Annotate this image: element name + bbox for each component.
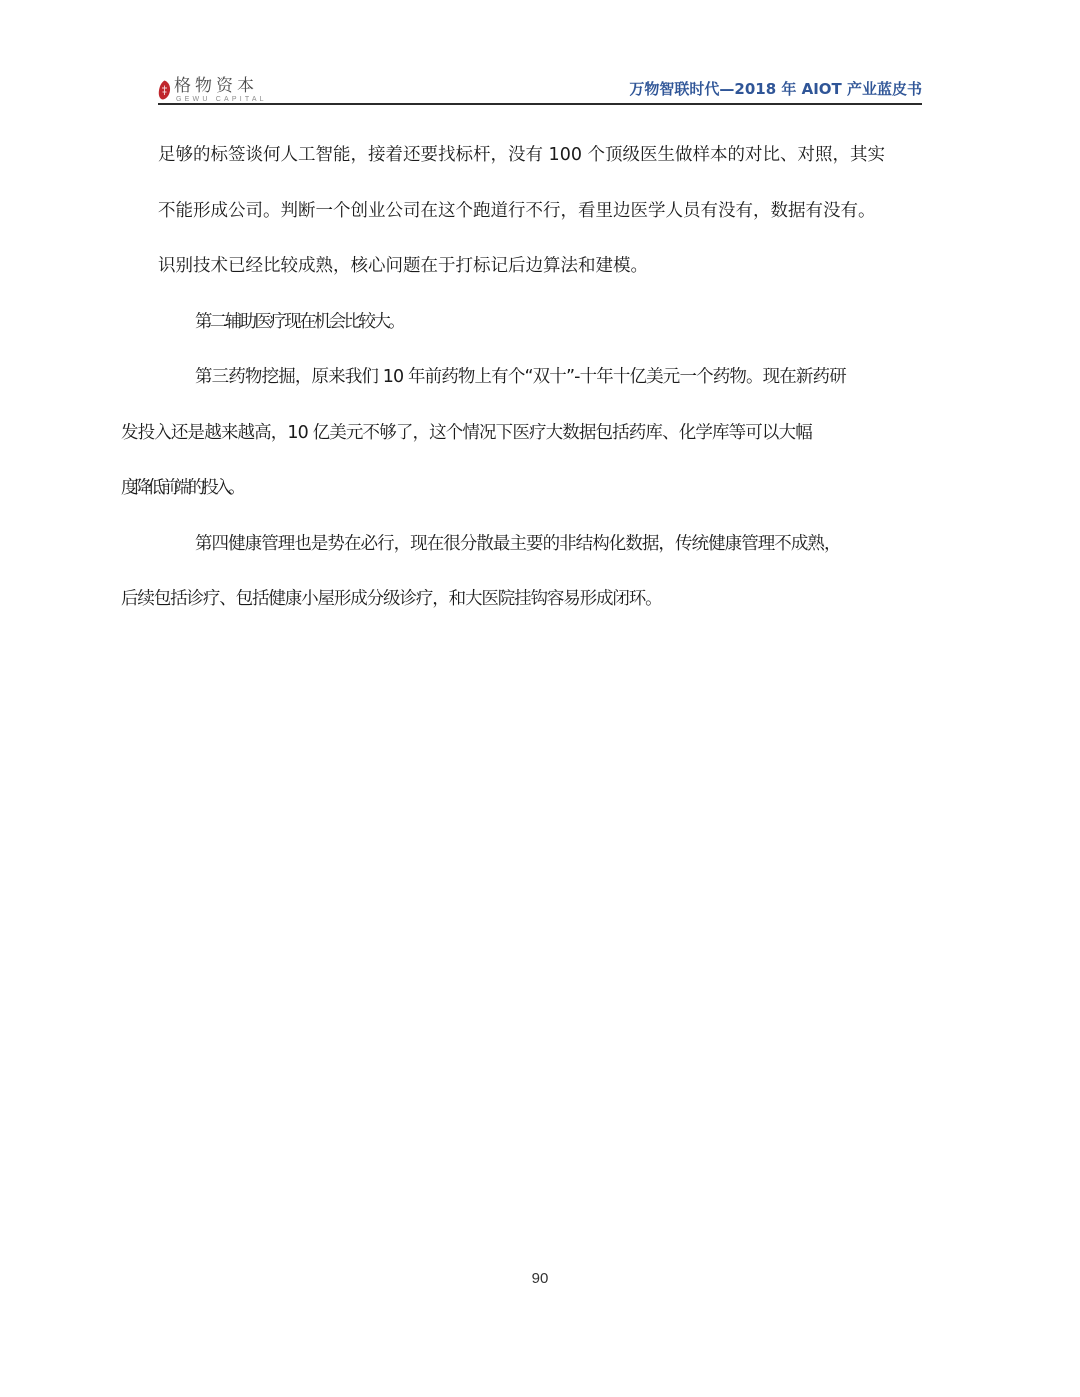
page-number: 90 xyxy=(531,1270,549,1287)
paragraph-2 xyxy=(158,295,922,351)
body-text xyxy=(121,128,922,628)
text-line: 第三药物挖掘，原来我们 10 年前药物上有个“双十”-十年十亿美元一个药物。现在新药研 xyxy=(195,367,846,387)
text-line: 发投入还是越来越高，10 亿美元不够了，这个情况下医疗大数据包括药库、化学库等可以大幅 xyxy=(121,422,812,443)
text-line: 第四健康管理也是势在必行，现在很分散最主要的非结构化数据，传统健康管理不成熟， xyxy=(195,533,841,554)
page-header xyxy=(158,74,922,104)
paragraph-4 xyxy=(121,517,922,628)
text-line: 后续包括诊疗、包括健康小屋形成分级诊疗，和大医院挂钩容易形成闭环。 xyxy=(121,589,662,609)
logo-english-name: GEWU CAPITAL xyxy=(176,96,267,103)
logo-text xyxy=(174,76,267,104)
paragraph-1 xyxy=(158,128,922,295)
seal-logo-icon xyxy=(158,80,171,100)
text-line: 第二辅助医疗现在机会比较大。 xyxy=(195,311,403,332)
text-line: 足够的标签谈何人工智能，接着还要找标杆，没有 100 个顶级医生做样本的对比、对照，其实 xyxy=(158,145,886,165)
text-line: 不能形成公司。判断一个创业公司在这个跑道行不行，看里边医学人员有没有，数据有没有。 xyxy=(158,200,876,221)
header-divider xyxy=(158,103,922,105)
paragraph-3 xyxy=(121,350,922,517)
logo-chinese-name: 格物资本 xyxy=(174,76,258,96)
company-logo xyxy=(158,76,267,104)
text-line: 度降低前端的投入。 xyxy=(121,478,242,498)
text-line: 识别技术已经比较成熟，核心问题在于打标记后边算法和建模。 xyxy=(158,256,648,276)
document-title: 万物智联时代—2018 年 AIOT 产业蓝皮书 xyxy=(629,80,922,98)
